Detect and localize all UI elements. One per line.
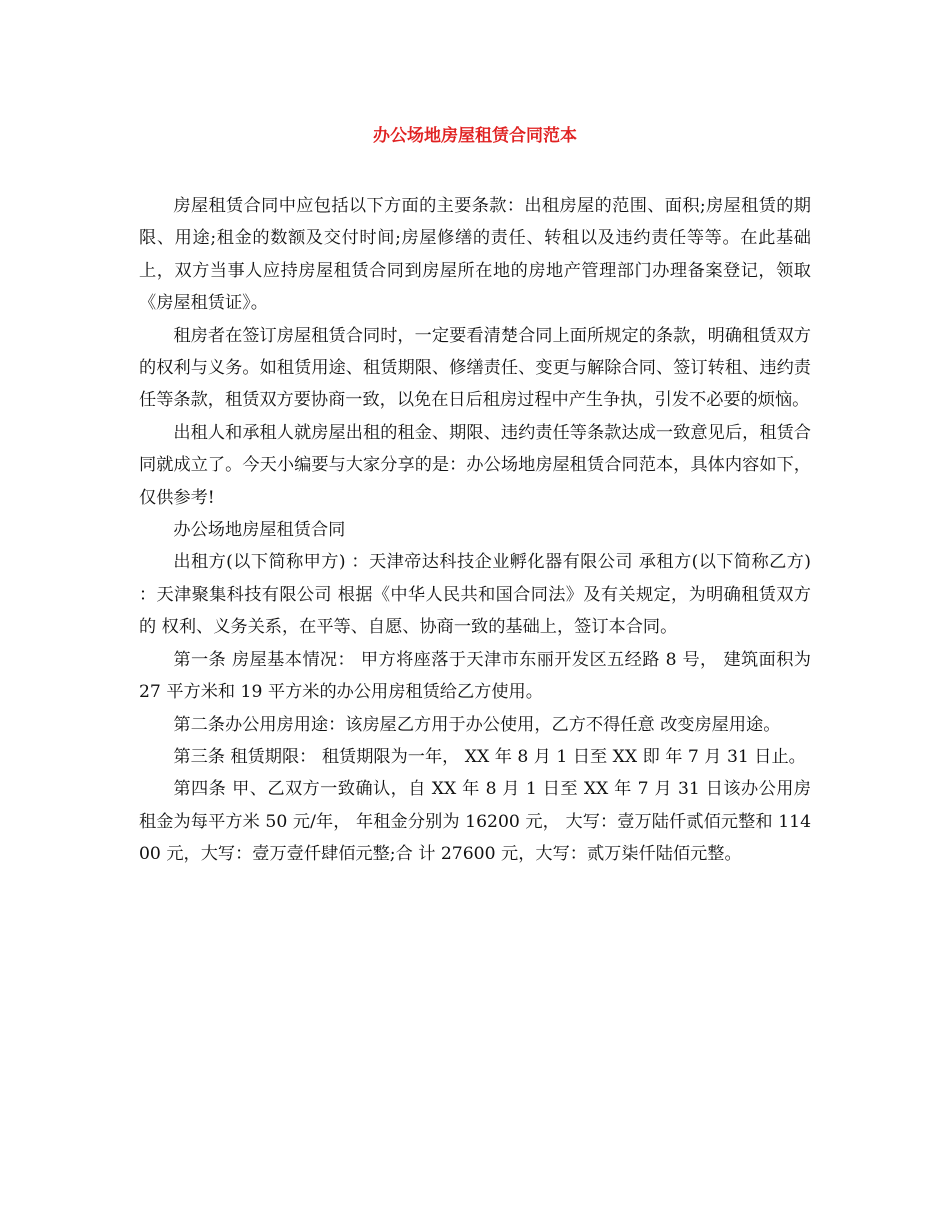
paragraph-tenant-advice: 租房者在签订房屋租赁合同时，一定要看清楚合同上面所规定的条款，明确租赁双方的权利与义务。如租赁用途、租赁期限、修缮责任、变更与解除合同、签订转租、违约责任等条款，租赁双方要协商一致，以免在日后租房过程中产生争执，引发不必要的烦恼。 (139, 325, 811, 411)
paragraph-lease-terms-intro: 房屋租赁合同中应包括以下方面的主要条款：出租房屋的范围、面积;房屋租赁的期限、用途;租金的数额及交付时间;房屋修缮的责任、转租以及违约责任等等。在此基础上，双方当事人应持房屋租赁合同到房屋所在地的房地产管理部门办理备案登记，领取《房屋租赁证》。 (139, 196, 811, 314)
document-body (139, 190, 811, 871)
paragraph-article-2: 第二条办公用房用途：该房屋乙方用于办公使用，乙方不得任意 改变房屋用途。 (173, 714, 781, 735)
paragraph-article-1: 第一条 房屋基本情况： 甲方将座落于天津市东丽开发区五经路 8 号， 建筑面积为 27 平方米和 19 平方米的办公用房租赁给乙方使用。 (139, 649, 811, 703)
paragraph-contract-heading: 办公场地房屋租赁合同 (173, 520, 346, 541)
paragraph-contract-established: 出租人和承租人就房屋出租的租金、期限、违约责任等条款达成一致意见后，租赁合同就成立了。今天小编要与大家分享的是：办公场地房屋租赁合同范本，具体内容如下，仅供参考! (139, 422, 811, 508)
paragraph-parties: 出租方(以下简称甲方) ：天津帝达科技企业孵化器有限公司 承租方(以下简称乙方) ：天津聚集科技有限公司 根据《中华人民共和国合同法》及有关规定，为明确租赁双方的 权利、义务关系，在平等、自愿、协商一致的基础上，签订本合同。 (139, 552, 811, 638)
paragraph-article-4: 第四条 甲、乙双方一致确认，自 XX 年 8 月 1 日至 XX 年 7 月 31 日该办公用房租金为每平方米 50 元/年， 年租金分别为 16200 元， 大写：壹万陆仟贰佰元整和 11400 元，大写：壹万壹仟肆佰元整;合 计 27600 元，大写：贰万柒仟陆佰元整。 (139, 779, 811, 865)
document-title: 办公场地房屋租赁合同范本 (373, 126, 577, 146)
paragraph-article-3: 第三条 租赁期限： 租赁期限为一年， XX 年 8 月 1 日至 XX 即 年 7 月 31 日止。 (173, 746, 806, 767)
